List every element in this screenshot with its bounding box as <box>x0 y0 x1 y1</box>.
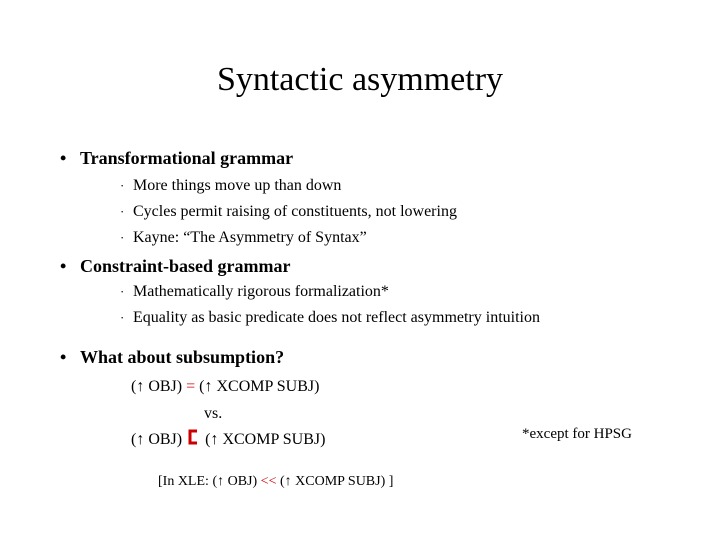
sub-bullet-marker: · <box>120 284 125 299</box>
subsumption-operator-icon <box>188 429 198 445</box>
sub-bullet-text: Cycles permit raising of constituents, not lowering <box>133 203 457 220</box>
sub-bullet-text: Mathematically rigorous formalization* <box>133 283 389 300</box>
sub-bullet-text: Equality as basic predicate does not reflect asymmetry intuition <box>133 309 540 326</box>
bullet-marker: • <box>60 256 67 276</box>
sub-bullet <box>120 202 457 222</box>
equation-right: (↑ XCOMP SUBJ) <box>205 431 326 448</box>
equality-equation <box>131 377 319 397</box>
sub-bullet-marker: · <box>120 178 125 193</box>
xle-note <box>158 473 393 491</box>
equation-left: (↑ OBJ) <box>131 431 183 448</box>
equation-right: (↑ XCOMP SUBJ) <box>199 378 320 395</box>
xle-left: (↑ OBJ) <box>212 474 258 489</box>
xle-operator: << <box>260 474 277 489</box>
sub-bullet <box>120 228 367 248</box>
equation-left: (↑ OBJ) <box>131 378 183 395</box>
sub-bullet-text: More things move up than down <box>133 177 342 194</box>
subsumption-equation <box>131 429 325 450</box>
bullet-marker: • <box>60 148 67 168</box>
sub-bullet <box>120 282 389 302</box>
sub-bullet-marker: · <box>120 204 125 219</box>
slide-title: Syntactic asymmetry <box>216 61 504 98</box>
sub-bullet-text: Kayne: “The Asymmetry of Syntax” <box>133 229 367 246</box>
bullet-label: Constraint-based grammar <box>80 256 291 276</box>
bullet-subsumption <box>60 346 284 368</box>
bullet-marker: • <box>60 347 67 367</box>
bullet-label: Transformational grammar <box>80 148 294 168</box>
bullet-label: What about subsumption? <box>80 347 285 367</box>
sub-bullet <box>120 176 341 196</box>
sub-bullet-marker: · <box>120 230 125 245</box>
bullet-transformational-grammar <box>60 147 293 169</box>
xle-right: (↑ XCOMP SUBJ) ] <box>279 474 394 489</box>
sub-bullet <box>120 308 540 328</box>
bullet-constraint-based-grammar <box>60 255 290 277</box>
xle-prefix: [In XLE: <box>158 474 209 489</box>
equals-operator: = <box>186 378 196 395</box>
vs-label: vs. <box>204 405 223 422</box>
footnote: *except for HPSG <box>522 426 632 442</box>
sub-bullet-marker: · <box>120 310 125 325</box>
